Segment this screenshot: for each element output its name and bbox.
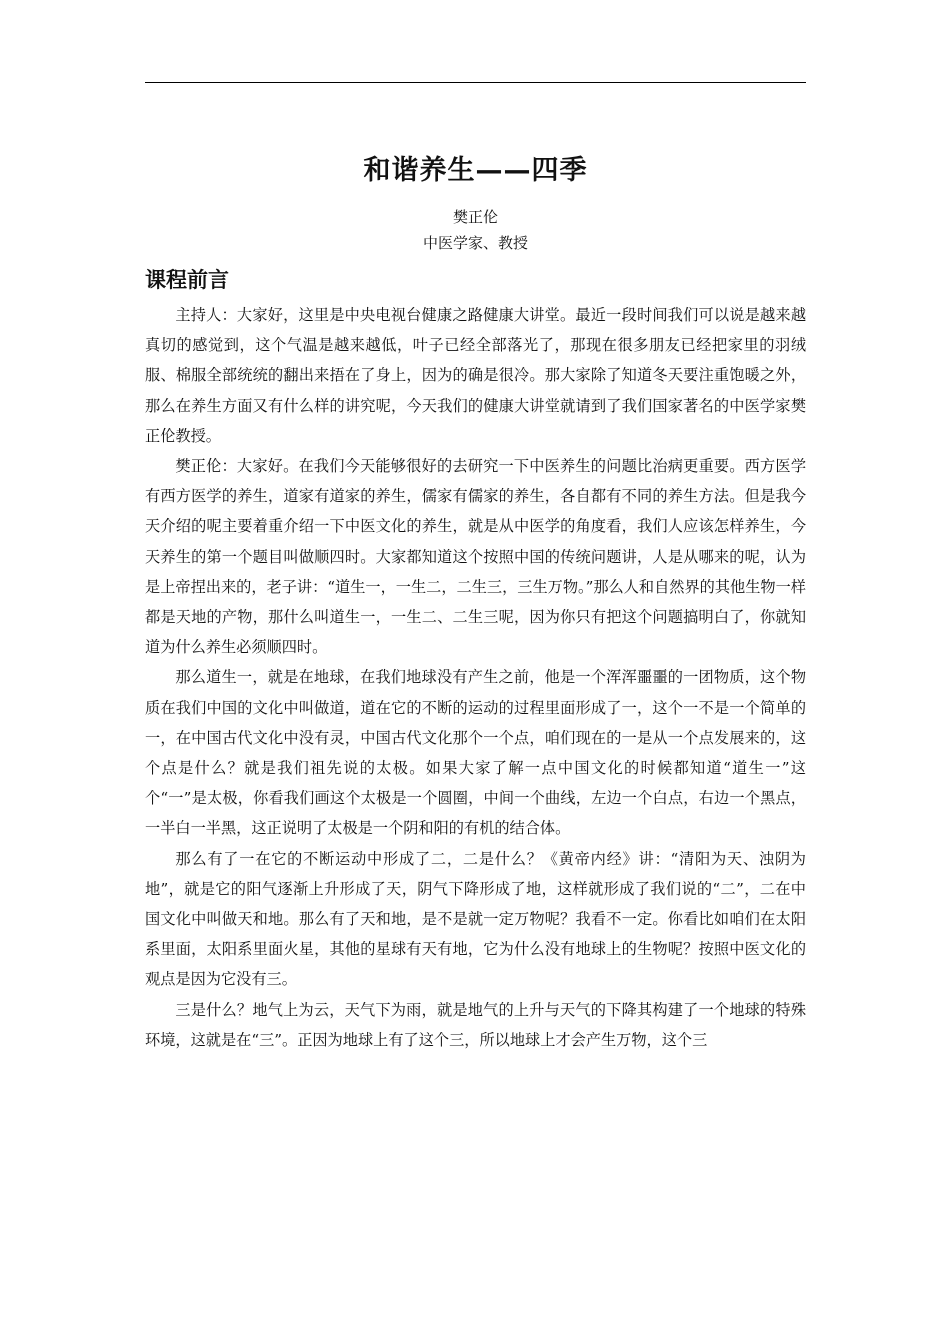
author-affiliation: 中医学家、教授: [422, 234, 528, 252]
paragraph: 那么有了一在它的不断运动中形成了二，二是什么？《黄帝内经》讲：“清阳为天、浊阴为地”，就是它的阳气逐渐上升形成了天，阴气下降形成了地，这样就形成了我们说的“二”，二在中国文化中叫做天和地。那么有了天和地，是不是就一定万物呢？我看不一定。你看比如咱们在太阳系里面，太阳系里面火星，其他的星球有天有地，它为什么没有地球上的生物呢？按照中医文化的观点是因为它没有三。: [145, 849, 806, 989]
section-heading: 课程前言: [145, 268, 229, 292]
paragraph: 那么道生一，就是在地球，在我们地球没有产生之前，他是一个浑浑噩噩的一团物质，这个物质在我们中国的文化中叫做道，道在它的不断的运动的过程里面形成了一，这个一不是一个简单的一，在中国古代文化中没有灵，中国古代文化那个一个点，咱们现在的一是从一个点发展来的，这个点是什么？就是我们祖先说的太极。如果大家了解一点中国文化的时候都知道“道生一”这个“一”是太极，你看我们画这个太极是一个圆圈，中间一个曲线，左边一个白点，右边一个黑点，一半白一半黑，这正说明了太极是一个阴和阳的有机的结合体。: [145, 668, 806, 838]
document-title: 和谐养生——四季: [363, 155, 588, 186]
paragraph: 三是什么？地气上为云，天气下为雨，就是地气的上升与天气的下降其构建了一个地球的特殊环境，这就是在“三”。正因为地球上有了这个三，所以地球上才会产生万物，这个三: [145, 1000, 806, 1049]
document-body: [145, 300, 806, 1055]
header-rule: [145, 82, 806, 83]
paragraph: 樊正伦：大家好。在我们今天能够很好的去研究一下中医养生的问题比治病更重要。西方医学有西方医学的养生，道家有道家的养生，儒家有儒家的养生，各自都有不同的养生方法。但是我今天介绍的呢主要着重介绍一下中医文化的养生，就是从中医学的角度看，我们人应该怎样养生，今天养生的第一个题目叫做顺四时。大家都知道这个按照中国的传统问题讲，人是从哪来的呢，认为是上帝捏出来的，老子讲：“道生一，一生二，二生三，三生万物。”那么人和自然界的其他生物一样都是天地的产物，那什么叫道生一，一生二、二生三呢，因为你只有把这个问题搞明白了，你就知道为什么养生必须顺四时。: [145, 457, 806, 657]
author-name: 樊正伦: [452, 208, 498, 226]
paragraph: 主持人：大家好，这里是中央电视台健康之路健康大讲堂。最近一段时间我们可以说是越来越真切的感觉到，这个气温是越来越低，叶子已经全部落光了，那现在很多朋友已经把家里的羽绒服、棉服全部统统的翻出来捂在了身上，因为的确是很冷。那大家除了知道冬天要注重饱暖之外，那么在养生方面又有什么样的讲究呢，今天我们的健康大讲堂就请到了我们国家著名的中医学家樊正伦教授。: [145, 306, 806, 445]
